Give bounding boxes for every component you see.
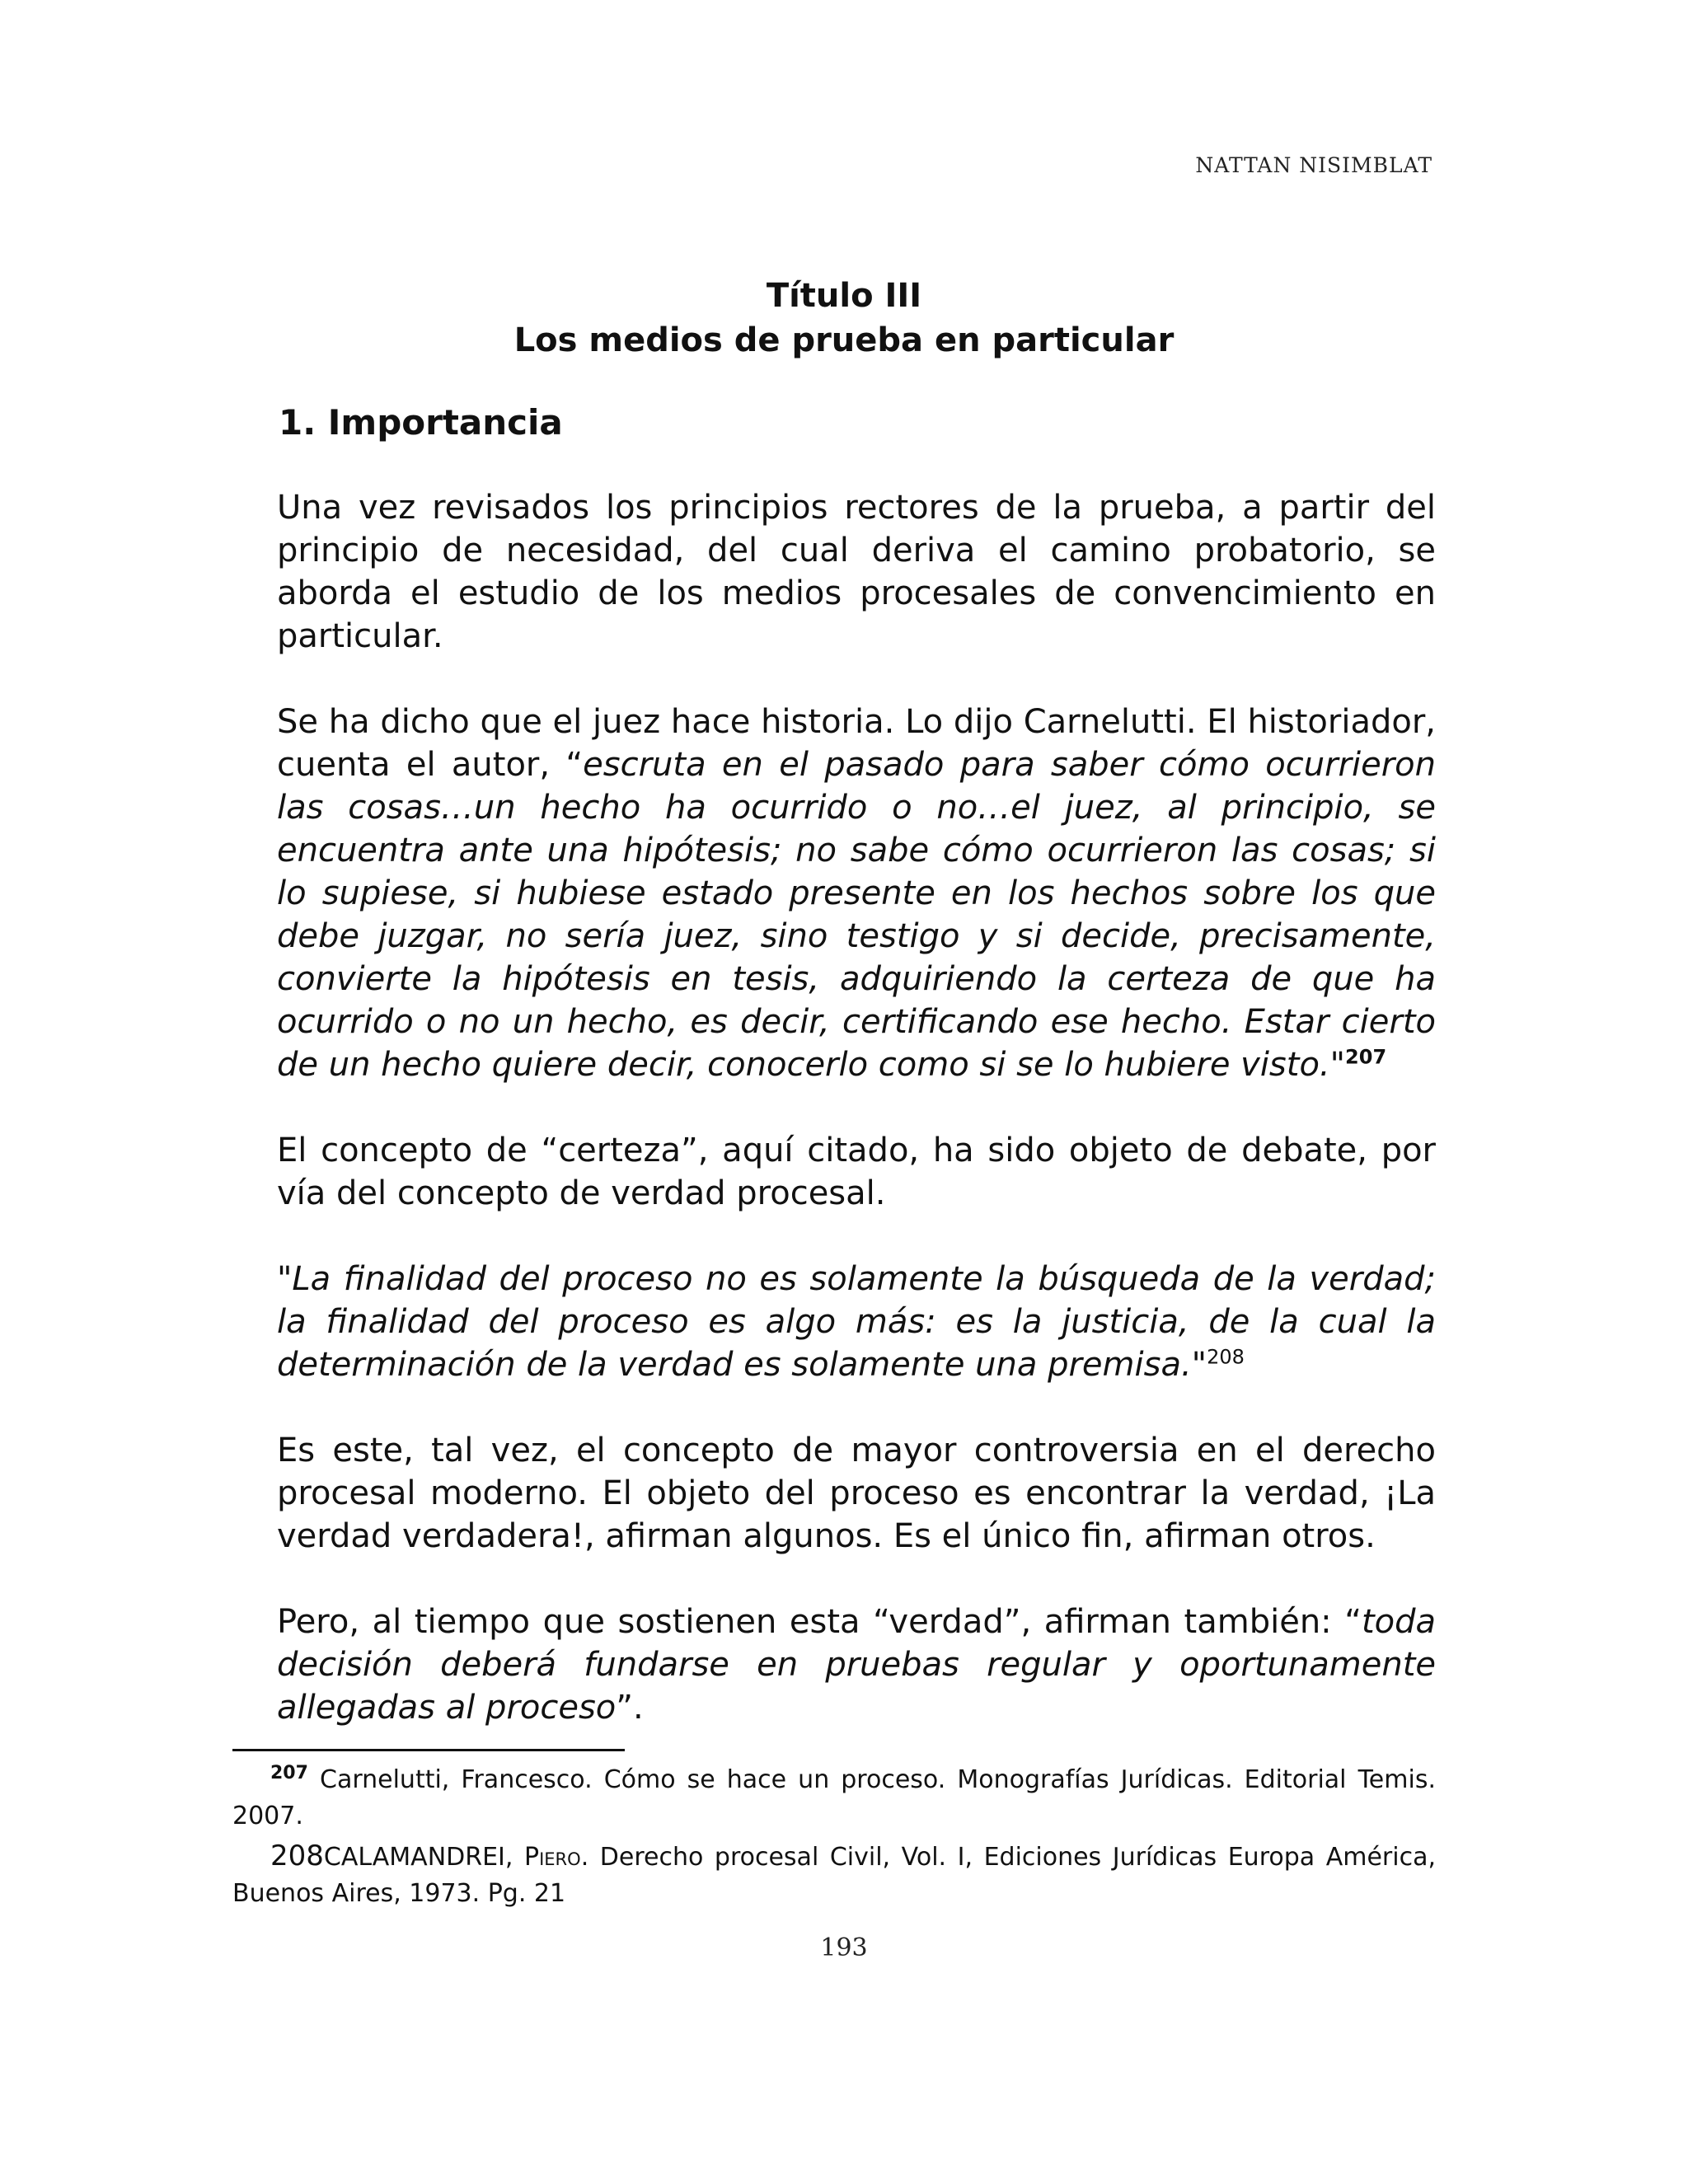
- paragraph-6: [277, 1601, 1436, 1729]
- paragraph-4-quote: "La finalidad del proceso no es solamente la búsqueda de la verdad; la finalidad del proceso es algo más: es la justicia, de la cual la determinación de la verdad es solamente una premisa.": [277, 1260, 1436, 1384]
- footnote-207: [232, 1762, 1436, 1835]
- paragraph-6-end: ”.: [616, 1689, 644, 1727]
- chapter-title-line1: Título III: [766, 277, 922, 315]
- body-text: [277, 486, 1436, 1772]
- paragraph-2: [277, 701, 1436, 1086]
- footnote-207-number: 207: [270, 1763, 308, 1783]
- footnote-separator: [232, 1749, 625, 1751]
- footnote-208: [232, 1838, 1436, 1912]
- paragraph-6-quote: toda decisión deberá fundarse en pruebas regular y oportunamente allegadas al proceso: [277, 1603, 1436, 1727]
- paragraph-6-intro: Pero, al tiempo que sostienen esta “verdad”, afirman también: “: [277, 1603, 1362, 1641]
- paragraph-5: Es este, tal vez, el concepto de mayor controversia en el derecho procesal moderno. El objeto del proceso es encontrar la verdad, ¡La verdad verdadera!, afirman algunos. Es el único fin, afirman otros.: [277, 1432, 1436, 1555]
- footnotes: [232, 1762, 1436, 1915]
- footnote-ref-207: 207: [1345, 1045, 1387, 1069]
- footnote-207-text: Carnelutti, Francesco. Cómo se hace un proceso. Monografías Jurídicas. Editorial Temis. 2007.: [232, 1765, 1436, 1830]
- paragraph-1: Una vez revisados los principios rectores de la prueba, a partir del principio de necesidad, del cual deriva el camino probatorio, se aborda el estudio de los medios procesales de convencimiento en particular.: [277, 489, 1436, 655]
- chapter-title-line2: Los medios de prueba en particular: [513, 321, 1175, 359]
- paragraph-2-quote: escruta en el pasado para saber cómo ocurrieron las cosas…un hecho ha ocurrido o no…el juez, al principio, se encuentra ante una hipótesis; no sabe cómo ocurrieron las cosas; si lo supiese, si hubiese estado presente en los hechos sobre los que debe juzgar, no sería juez, sino testigo y si decide, precisamente, convierte la hipótesis en tesis, adquiriendo la certeza de que ha ocurrido o no un hecho, es decir, certificando ese hecho. Estar cierto de un hecho quiere decir, conocerlo como si se lo hubiere visto.": [277, 746, 1436, 1084]
- section-heading: 1. Importancia: [279, 402, 563, 443]
- footnote-208-text: . Derecho procesal Civil, Vol. I, Ediciones Jurídicas Europa América, Buenos Aires, 1973. Pg. 21: [232, 1843, 1437, 1908]
- paragraph-4: [277, 1258, 1436, 1386]
- footnote-208-number: 208: [270, 1840, 324, 1872]
- paragraph-2-intro: Se ha dicho que el juez hace historia. Lo dijo Carnelutti. El historiador, cuenta el autor, “: [277, 703, 1436, 784]
- paragraph-3: El concepto de “certeza”, aquí citado, ha sido objeto de debate, por vía del concepto de verdad procesal.: [277, 1132, 1436, 1212]
- footnote-208-given-name: Piero: [524, 1843, 581, 1872]
- running-head: NATTAN NISIMBLAT: [1195, 153, 1432, 177]
- page-number: 193: [820, 1933, 868, 1962]
- chapter-title: [0, 274, 1688, 363]
- footnote-ref-208: 208: [1207, 1345, 1245, 1369]
- footnote-208-author: CALAMANDREI,: [323, 1843, 524, 1872]
